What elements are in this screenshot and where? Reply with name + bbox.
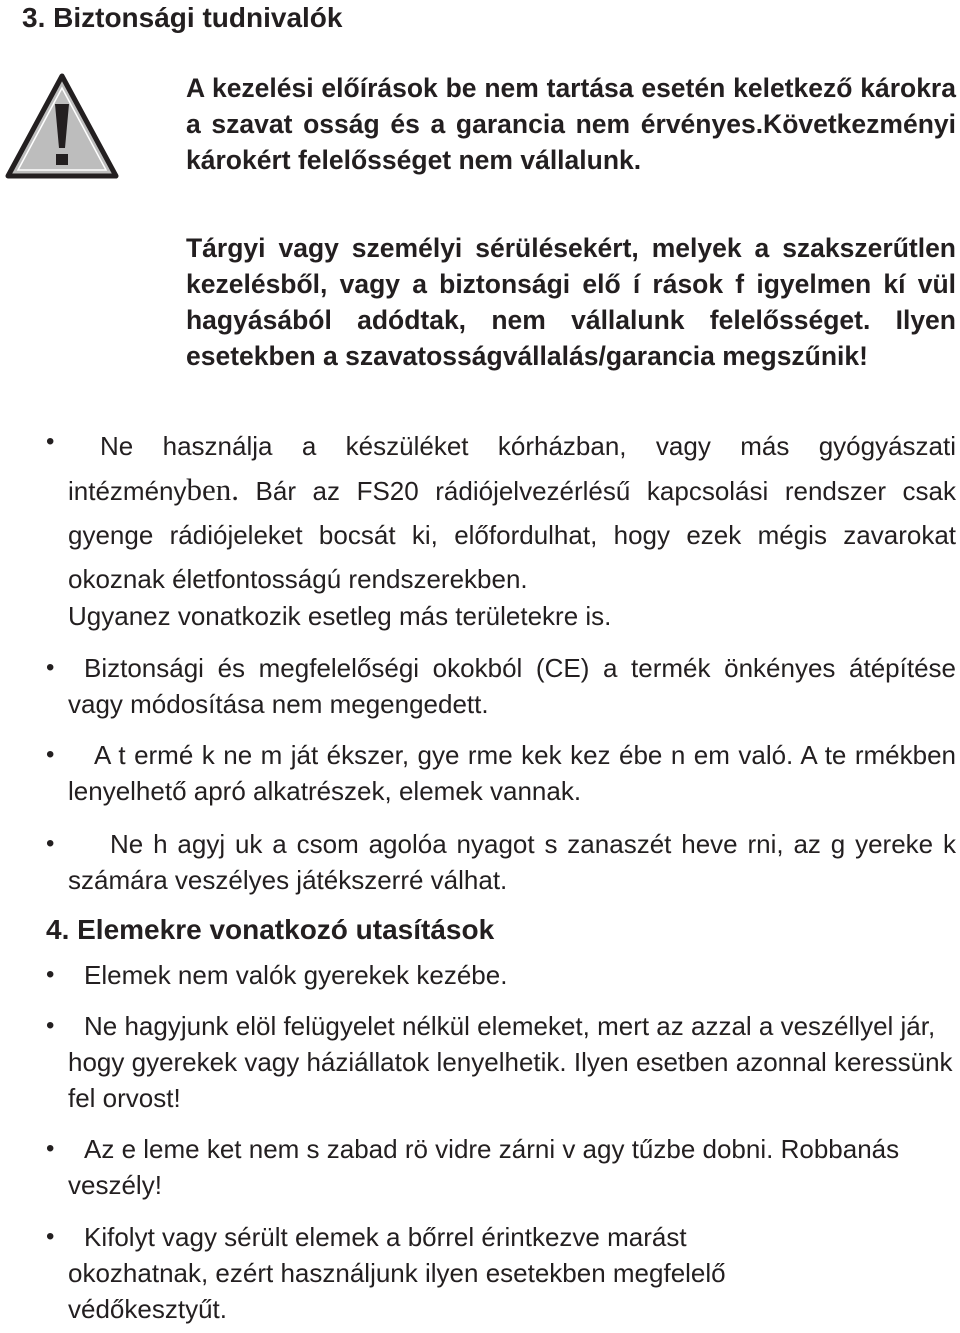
bullet-marker: • bbox=[46, 428, 55, 455]
bullet-marker: • bbox=[46, 741, 55, 768]
bullet-marker: • bbox=[46, 1135, 55, 1162]
section-4-title: 4. Elemekre vonatkozó utasítások bbox=[46, 914, 495, 945]
list-item: Biztonsági és megfelelőségi okokból (CE) a termék önkényes átépítése vagy módosítása nem megengedett. bbox=[68, 653, 956, 719]
exclamation-triangle-icon bbox=[4, 72, 120, 180]
list-item: Ne hagyjunk elöl felügyelet nélkül elemeket, mert az azzal a veszéllyel jár, hogy gyerekek vagy háziállatok lenyelhetik. Ilyen esetben azonnal keressünk fel orvost! bbox=[68, 1011, 953, 1113]
bullet-marker: • bbox=[46, 830, 55, 857]
bullet-marker: • bbox=[46, 1012, 55, 1039]
list-item-continuation: Ugyanez vonatkozik esetleg más területekre is. bbox=[68, 601, 612, 631]
bullet-marker: • bbox=[46, 654, 55, 681]
list-item: Elemek nem valók gyerekek kezébe. bbox=[84, 960, 508, 990]
list-item: A t ermé k ne m ját ékszer, gye rme kek kez ébe n em való. A te rmékben lenyelhető apró alkatrészek, elemek vannak. bbox=[68, 740, 956, 806]
section-3-title: 3. Biztonsági tudnivalók bbox=[22, 2, 343, 33]
list-item: Kifolyt vagy sérült elemek a bőrrel érintkezve marást okozhatnak, ezért használjunk ilyen esetekben megfelelő védőkesztyűt. bbox=[68, 1222, 726, 1324]
warning-paragraph: Tárgyi vagy személyi sérülésekért, melyek a szakszerűtlen kezelésből, vagy a biztonsági elő í rások f igyelmen kí vül hagyásából adódtak, nem vállalunk felelősséget. Ilyen esetekben a szavatosságvállalás/garancia megszűnik! bbox=[186, 233, 956, 371]
warning-paragraph: A kezelési előírások be nem tartása esetén keletkező károkra a szavat osság és a garancia nem érvényes.Következményi károkért felelősséget nem vállalunk. bbox=[186, 73, 956, 175]
list-item-text: ben. bbox=[186, 472, 240, 507]
list-item: Ne h agyj uk a csom agolóa nyagot s zanaszét heve rni, az g yereke k számára veszélyes játékszerré válhat. bbox=[68, 829, 956, 895]
list-item-text: Ne használja a készüléket kórházban, vagy más gyógyászati intézmény bbox=[68, 431, 956, 506]
list-item bbox=[68, 424, 956, 601]
list-item: Az e leme ket nem s zabad rö vidre zárni v agy tűzbe dobni. Robbanás veszély! bbox=[68, 1134, 900, 1200]
bullet-marker: • bbox=[46, 961, 55, 988]
bullet-marker: • bbox=[46, 1223, 55, 1250]
list-item-text: Bár az FS20 rádiójelvezérlésű kapcsolási rendszer csak gyenge rádiójeleket bocsát ki, előfordulhat, hogy ezek mégis zavarokat okoznak életfontosságú rendszerekben. bbox=[68, 476, 956, 594]
